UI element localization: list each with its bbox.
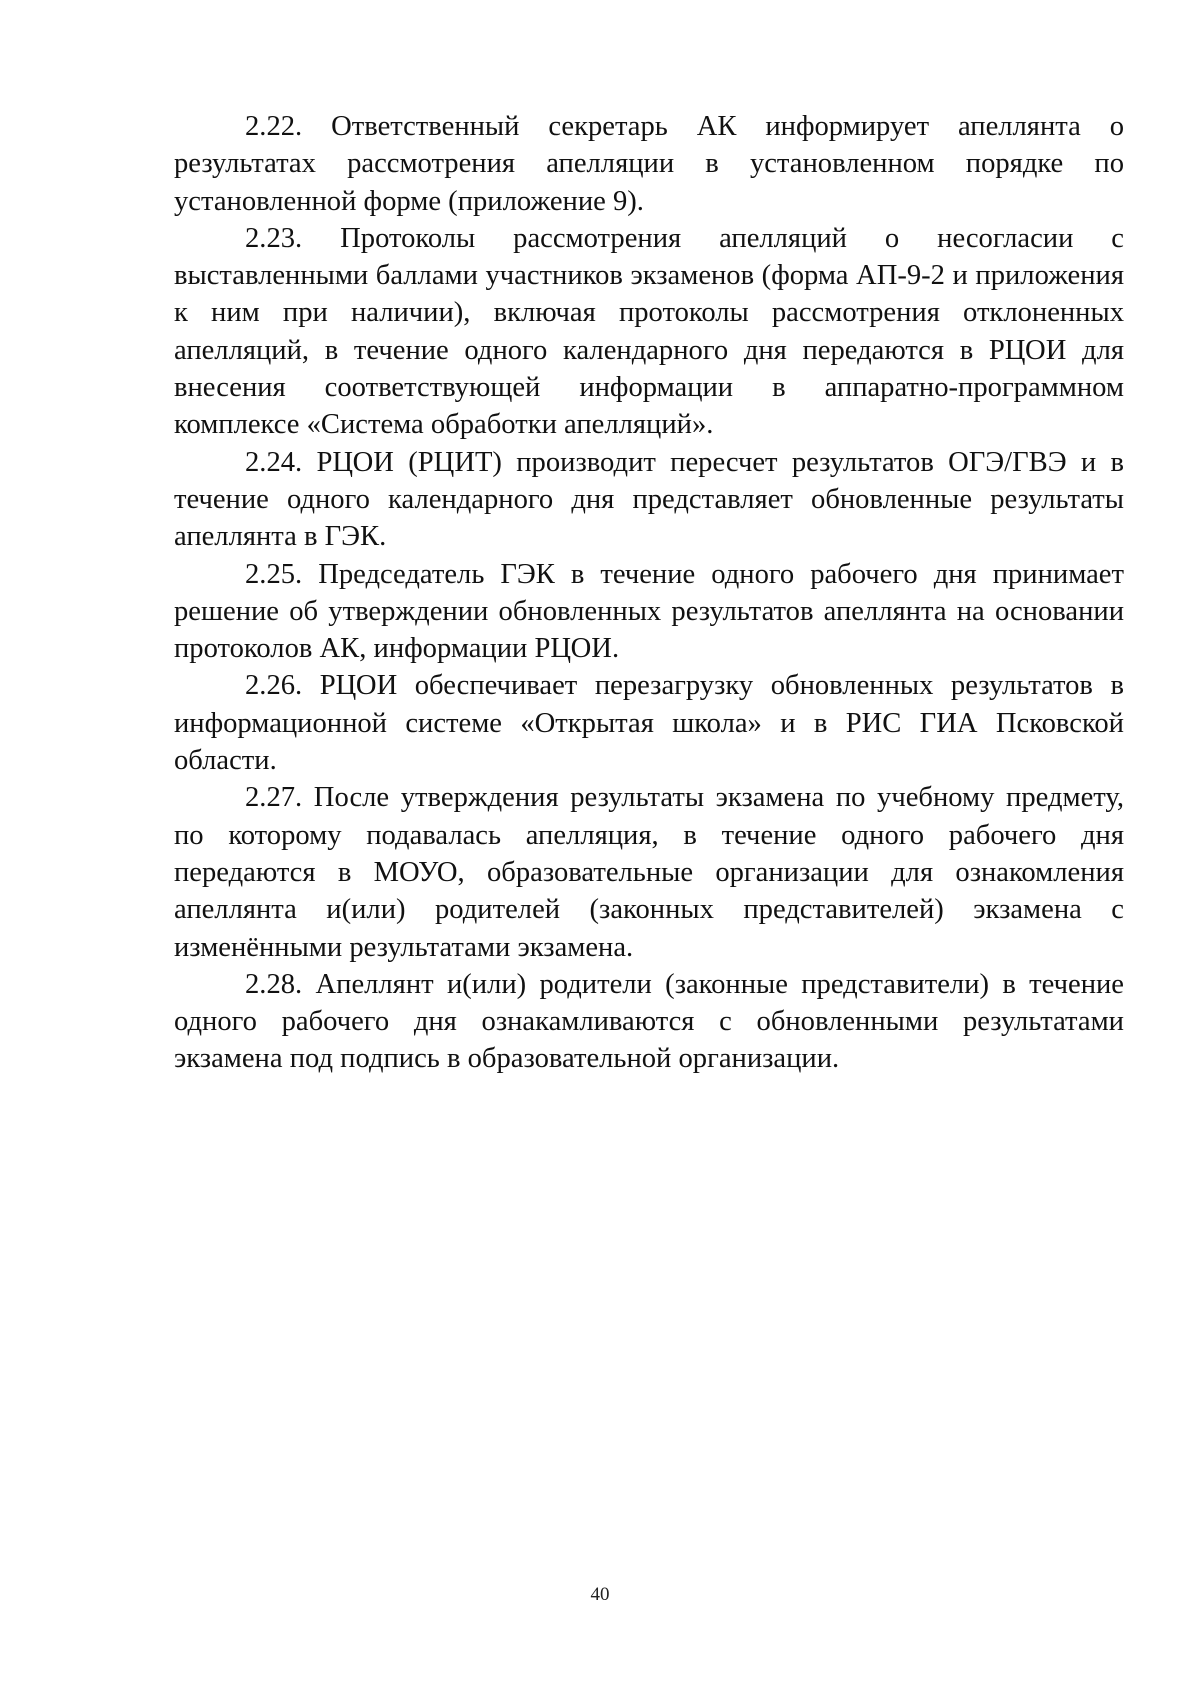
paragraph-2-24: 2.24. РЦОИ (РЦИТ) производит пересчет результатов ОГЭ/ГВЭ и в течение одного календарного дня представляет обновленные результаты апеллянта в ГЭК. <box>174 446 1124 553</box>
paragraph-2-23: 2.23. Протоколы рассмотрения апелляций о несогласии с выставленными баллами участников экзаменов (форма АП-9-2 и приложения к ним при наличии), включая протоколы рассмотрения отклоненных апелляций, в течение одного календарного дня передаются в РЦОИ для внесения соответствующей информации в аппаратно-программном комплексе «Система обработки апелляций». <box>174 222 1124 441</box>
page-number: 40 <box>590 1584 610 1605</box>
document-body <box>174 108 1124 1078</box>
paragraph-2-27: 2.27. После утверждения результаты экзамена по учебному предмету, по которому подавалась апелляция, в течение одного рабочего дня передаются в МОУО, образовательные организации для ознакомления апеллянта и(или) родителей (законных представителей) экзамена с изменёнными результатами экзамена. <box>174 782 1124 963</box>
paragraph-2-28: 2.28. Апеллянт и(или) родители (законные представители) в течение одного рабочего дня ознакамливаются с обновленными результатами экзамена под подпись в образовательной организации. <box>174 968 1124 1075</box>
paragraph-2-26: 2.26. РЦОИ обеспечивает перезагрузку обновленных результатов в информационной системе «Открытая школа» и в РИС ГИА Псковской области. <box>174 670 1124 777</box>
paragraph-2-25: 2.25. Председатель ГЭК в течение одного рабочего дня принимает решение об утверждении обновленных результатов апеллянта на основании протоколов АК, информации РЦОИ. <box>174 558 1124 665</box>
paragraph-2-22: 2.22. Ответственный секретарь АК информирует апеллянта о результатах рассмотрения апелляции в установленном порядке по установленной форме (приложение 9). <box>174 111 1124 217</box>
